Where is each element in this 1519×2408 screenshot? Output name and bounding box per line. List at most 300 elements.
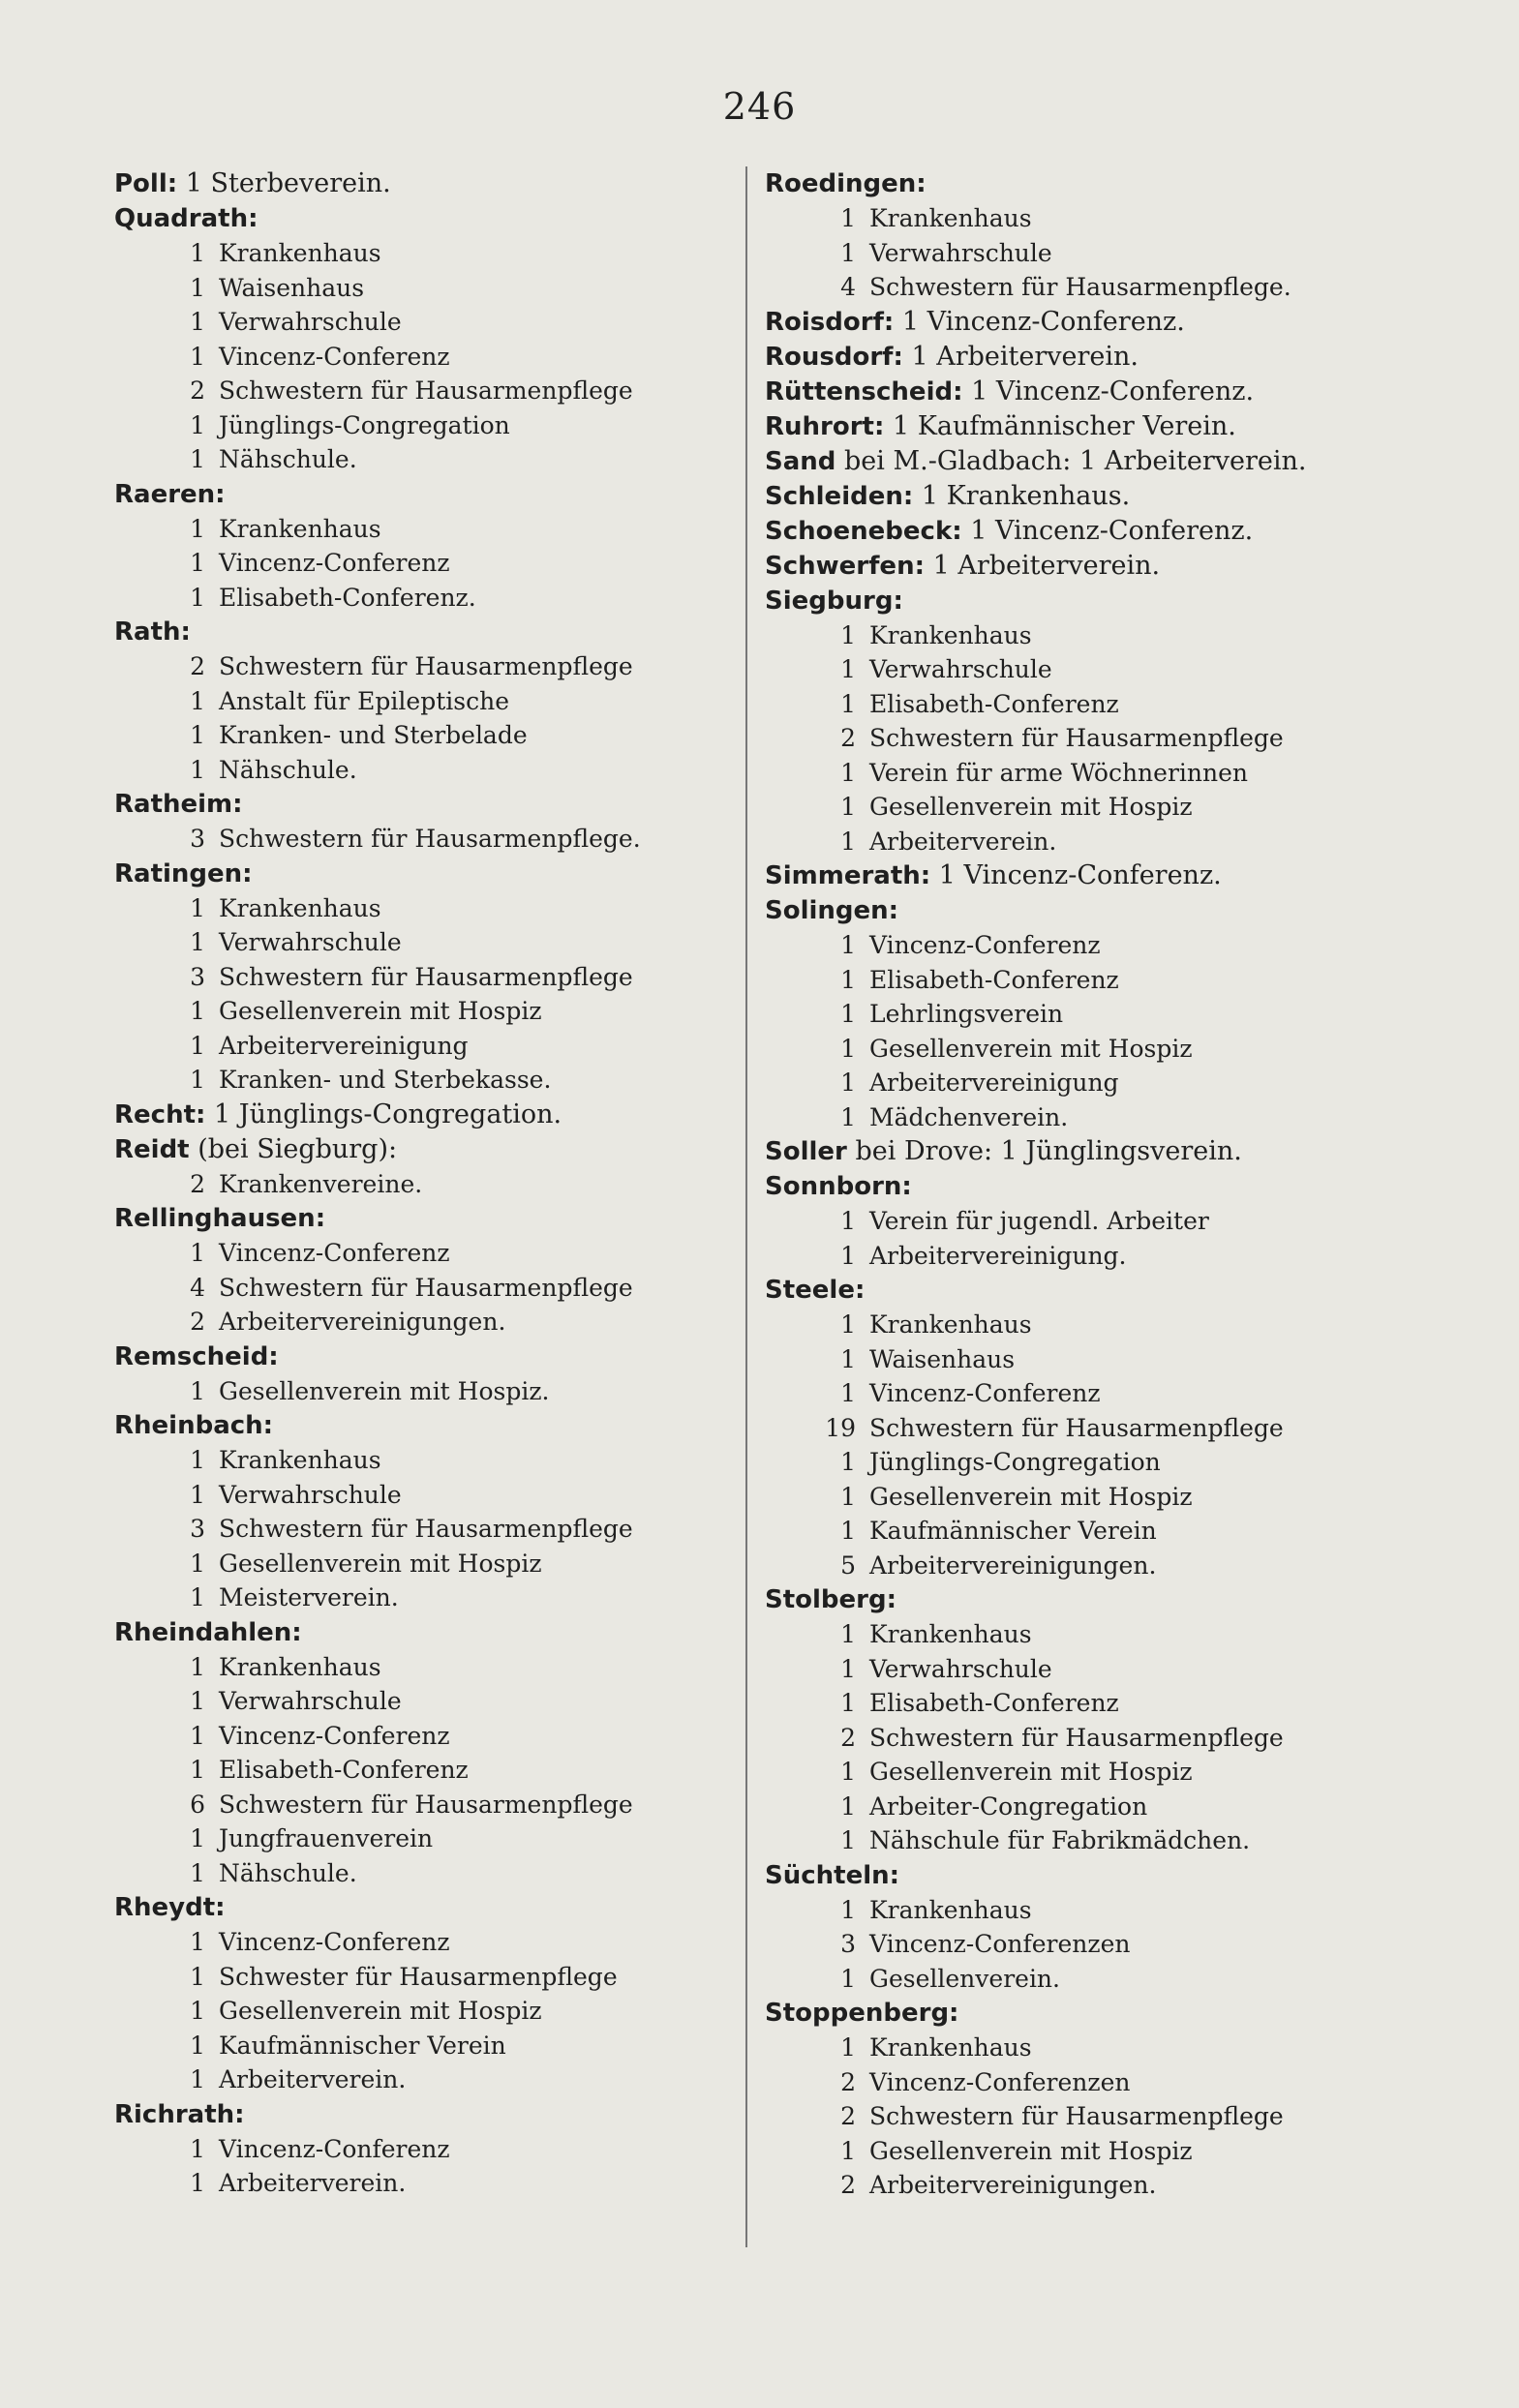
institution-count: 3: [190, 962, 205, 991]
institution-count: 1: [840, 931, 856, 959]
institution-count: 2: [190, 652, 205, 680]
place-entry: [114, 1098, 734, 1132]
institution-name: Elisabeth-Conferenz: [869, 689, 1119, 718]
place-detail: 1 Vincenz-Conferenz.: [894, 306, 1185, 337]
place-name: Ratingen:: [114, 858, 253, 888]
institution-row: [114, 442, 734, 477]
institution-row: [114, 581, 734, 616]
institution-row: [114, 1236, 734, 1271]
place-entry: [765, 1134, 1443, 1169]
institution-name: Mädchenverein.: [869, 1102, 1069, 1131]
institution-count: 1: [840, 1069, 856, 1097]
institution-count: 1: [190, 1652, 205, 1681]
institution-row: [114, 1167, 734, 1202]
institution-count: 1: [190, 2065, 205, 2093]
institution-row: [114, 753, 734, 788]
institution-name: Vincenz-Conferenz: [219, 1721, 450, 1750]
institution-row: [114, 1994, 734, 2029]
institution-name: Verwahrschule: [219, 928, 402, 956]
institution-name: Krankenhaus: [219, 514, 381, 543]
place-name: Süchteln:: [765, 1860, 900, 1890]
institution-count: 4: [190, 1273, 205, 1302]
place-entry: [114, 1408, 734, 1443]
institution-count: 1: [190, 1549, 205, 1578]
institution-name: Vincenz-Conferenz: [219, 1239, 450, 1267]
place-name: Schleiden:: [765, 481, 914, 511]
institution-count: 1: [190, 445, 205, 473]
institution-name: Elisabeth-Conferenz: [869, 965, 1119, 994]
institution-count: 1: [840, 1895, 856, 1924]
place-name: Stoppenberg:: [765, 1999, 959, 2028]
institution-count: 1: [840, 758, 856, 787]
place-name: Roedingen:: [765, 169, 927, 198]
institution-row: [114, 1684, 734, 1719]
institution-row: [765, 618, 1443, 653]
institution-count: 1: [840, 689, 856, 718]
institution-count: 1: [190, 1066, 205, 1094]
place-name: Poll:: [114, 169, 178, 198]
place-detail: (bei Siegburg):: [189, 1133, 398, 1164]
place-entry: [765, 893, 1443, 928]
institution-row: [765, 825, 1443, 859]
place-entry: [114, 201, 734, 236]
institution-name: Krankenhaus: [219, 893, 381, 922]
institution-name: Schwestern für Hausarmenpflege: [219, 1273, 633, 1302]
institution-row: [765, 1066, 1443, 1100]
institution-row: [765, 928, 1443, 963]
institution-row: [765, 2065, 1443, 2100]
institution-row: [765, 1652, 1443, 1687]
institution-count: 1: [190, 273, 205, 302]
institution-count: 1: [190, 308, 205, 336]
institution-name: Krankenhaus: [219, 1652, 381, 1681]
institution-row: [765, 1823, 1443, 1858]
institution-name: Gesellenverein mit Hospiz: [869, 1758, 1193, 1786]
institution-row: [765, 2099, 1443, 2134]
place-entry: [765, 479, 1443, 514]
place-entry: [114, 1890, 734, 1925]
institution-count: 1: [840, 793, 856, 821]
institution-count: 1: [840, 1448, 856, 1476]
institution-row: [765, 2134, 1443, 2169]
place-entry: [114, 1132, 734, 1167]
institution-count: 19: [825, 1413, 856, 1442]
institution-count: 1: [190, 2169, 205, 2197]
institution-row: [114, 1960, 734, 1995]
institution-name: Arbeitervereinigungen.: [869, 1550, 1157, 1580]
place-name: Sonnborn:: [765, 1172, 912, 1201]
place-entry: [765, 1858, 1443, 1893]
institution-row: [765, 1721, 1443, 1756]
institution-row: [765, 236, 1443, 271]
place-name: Remscheid:: [114, 1341, 279, 1371]
institution-name: Nähschule.: [219, 755, 357, 784]
institution-row: [765, 1549, 1443, 1583]
place-name: Stolberg:: [765, 1585, 897, 1614]
institution-name: Gesellenverein mit Hospiz.: [219, 1376, 550, 1405]
institution-row: [765, 721, 1443, 756]
institution-row: [114, 374, 734, 408]
institution-name: Gesellenverein mit Hospiz: [869, 1482, 1193, 1511]
institution-count: 1: [840, 620, 856, 649]
institution-name: Vincenz-Conferenz: [219, 342, 450, 371]
place-name: Rüttenscheid:: [765, 376, 963, 406]
institution-count: 2: [190, 1308, 205, 1336]
institution-count: 1: [190, 1962, 205, 1991]
place-entry: [765, 409, 1443, 444]
institution-row: [114, 1029, 734, 1064]
institution-count: 1: [190, 928, 205, 956]
institution-name: Schwestern für Hausarmenpflege: [219, 1790, 633, 1819]
institution-name: Vincenz-Conferenz: [219, 549, 450, 577]
institution-name: Schwestern für Hausarmenpflege.: [219, 825, 641, 853]
institution-row: [114, 1719, 734, 1754]
institution-row: [765, 1893, 1443, 1928]
institution-row: [765, 1308, 1443, 1342]
institution-row: [765, 2168, 1443, 2203]
institution-name: Krankenhaus: [869, 1620, 1032, 1648]
institution-count: 1: [840, 1964, 856, 1993]
place-name: Recht:: [114, 1099, 206, 1129]
place-name: Sand: [765, 446, 836, 476]
institution-name: Schwestern für Hausarmenpflege: [869, 1723, 1284, 1752]
institution-count: 1: [840, 965, 856, 994]
institution-name: Jünglings-Congregation: [869, 1448, 1161, 1476]
institution-count: 1: [190, 1824, 205, 1852]
place-name: Rousdorf:: [765, 342, 903, 372]
institution-row: [765, 1686, 1443, 1721]
place-entry: [765, 584, 1443, 618]
institution-count: 1: [190, 583, 205, 612]
place-entry: [765, 305, 1443, 340]
institution-name: Elisabeth-Conferenz: [869, 1689, 1119, 1717]
institution-row: [765, 2031, 1443, 2065]
institution-name: Gesellenverein.: [869, 1964, 1060, 1993]
institution-count: 1: [190, 1446, 205, 1474]
place-detail: 1 Jünglings-Congregation.: [205, 1099, 562, 1129]
place-entry: [114, 2097, 734, 2132]
institution-name: Gesellenverein mit Hospiz: [219, 1997, 542, 2025]
institution-name: Schwestern für Hausarmenpflege: [219, 1515, 633, 1543]
institution-row: [114, 305, 734, 340]
institution-count: 1: [840, 1482, 856, 1511]
institution-row: [114, 1512, 734, 1547]
institution-name: Gesellenverein mit Hospiz: [869, 793, 1193, 821]
institution-name: Schwestern für Hausarmenpflege: [219, 376, 633, 405]
place-entry: [765, 1273, 1443, 1308]
place-detail: 1 Vincenz-Conferenz.: [962, 376, 1255, 406]
institution-name: Schwestern für Hausarmenpflege: [869, 1413, 1284, 1442]
place-detail: 1 Arbeiterverein.: [924, 550, 1161, 581]
place-name: Ratheim:: [114, 790, 243, 819]
institution-row: [114, 1821, 734, 1856]
place-name: Siegburg:: [765, 586, 903, 616]
institution-row: [114, 822, 734, 857]
institution-row: [114, 2062, 734, 2097]
place-entry: [765, 444, 1443, 479]
institution-row: [765, 1514, 1443, 1549]
institution-name: Jünglings-Congregation: [219, 410, 510, 439]
institution-row: [114, 994, 734, 1029]
institution-row: [765, 1100, 1443, 1135]
institution-count: 1: [840, 1241, 856, 1270]
institution-row: [765, 1376, 1443, 1411]
institution-name: Krankenvereine.: [219, 1169, 423, 1198]
place-entry: [765, 375, 1443, 409]
place-name: Quadrath:: [114, 204, 258, 233]
column-divider: [745, 166, 747, 2247]
institution-row: [114, 925, 734, 960]
place-name: Richrath:: [114, 2099, 245, 2129]
institution-count: 1: [840, 238, 856, 267]
institution-row: [765, 652, 1443, 687]
institution-name: Gesellenverein mit Hospiz: [869, 2136, 1193, 2165]
place-name: Rath:: [114, 617, 191, 647]
institution-row: [114, 1063, 734, 1098]
place-name: Ruhrort:: [765, 411, 885, 441]
institution-row: [114, 1478, 734, 1513]
institution-count: 1: [840, 204, 856, 232]
institution-count: 1: [190, 410, 205, 439]
institution-row: [765, 790, 1443, 825]
institution-row: [765, 1204, 1443, 1239]
place-entry: [765, 514, 1443, 549]
institution-count: 1: [190, 1756, 205, 1784]
institution-count: 1: [840, 1517, 856, 1545]
institution-name: Nähschule.: [219, 445, 357, 473]
place-detail: 1 Sterbeverein.: [177, 168, 391, 198]
institution-row: [114, 236, 734, 271]
institution-name: Krankenhaus: [869, 1895, 1032, 1924]
institution-name: Schwestern für Hausarmenpflege: [869, 724, 1284, 752]
institution-name: Elisabeth-Conferenz.: [219, 583, 476, 612]
institution-count: 1: [840, 1758, 856, 1786]
place-entry: [114, 615, 734, 649]
institution-row: [765, 1927, 1443, 1962]
institution-name: Arbeitervereinigung: [869, 1069, 1119, 1097]
place-detail: 1 Vincenz-Conferenz.: [930, 860, 1222, 890]
institution-count: 1: [840, 1826, 856, 1854]
institution-row: [114, 891, 734, 926]
place-entry: [114, 1339, 734, 1374]
institution-count: 1: [190, 1687, 205, 1715]
institution-count: 2: [840, 2102, 856, 2130]
institution-row: [765, 997, 1443, 1032]
place-name: Raeren:: [114, 479, 226, 509]
institution-count: 2: [840, 724, 856, 752]
institution-row: [114, 1753, 734, 1788]
institution-count: 1: [190, 1721, 205, 1750]
institution-name: Verwahrschule: [219, 1687, 402, 1715]
institution-row: [114, 271, 734, 306]
institution-name: Arbeiter-Congregation: [869, 1791, 1148, 1821]
institution-row: [765, 201, 1443, 236]
institution-row: [765, 1480, 1443, 1515]
place-entry: [114, 857, 734, 891]
place-name: Rellinghausen:: [114, 1204, 326, 1233]
institution-count: 1: [840, 1102, 856, 1131]
institution-name: Krankenhaus: [869, 620, 1032, 649]
institution-row: [765, 1445, 1443, 1480]
institution-name: Arbeiterverein.: [869, 827, 1057, 856]
institution-name: Verwahrschule: [869, 655, 1052, 683]
institution-name: Schwestern für Hausarmenpflege: [869, 2102, 1284, 2130]
institution-row: [114, 2166, 734, 2201]
institution-count: 1: [190, 1031, 205, 1060]
institution-count: 1: [190, 1928, 205, 1956]
institution-count: 1: [840, 1310, 856, 1339]
institution-name: Verwahrschule: [869, 1654, 1052, 1683]
institution-row: [765, 963, 1443, 998]
institution-name: Krankenhaus: [869, 1310, 1032, 1339]
institution-name: Verwahrschule: [219, 308, 402, 336]
place-entry: [765, 340, 1443, 375]
right-column: [765, 166, 1443, 2203]
institution-row: [114, 1925, 734, 1960]
institution-row: [765, 1032, 1443, 1067]
institution-count: 1: [190, 1583, 205, 1611]
institution-count: 2: [190, 1169, 205, 1198]
institution-name: Elisabeth-Conferenz: [219, 1756, 469, 1784]
place-name: Solingen:: [765, 896, 899, 925]
institution-count: 1: [190, 2134, 205, 2163]
institution-count: 1: [190, 997, 205, 1025]
place-entry: [114, 477, 734, 512]
institution-row: [114, 1443, 734, 1478]
institution-row: [114, 1580, 734, 1615]
institution-row: [765, 1617, 1443, 1652]
institution-count: 1: [840, 655, 856, 683]
institution-count: 1: [190, 893, 205, 922]
place-entry: [765, 1582, 1443, 1617]
institution-name: Vincenz-Conferenzen: [869, 2067, 1131, 2096]
institution-row: [765, 1962, 1443, 1997]
institution-count: 6: [190, 1790, 205, 1819]
institution-name: Kranken- und Sterbekasse.: [219, 1066, 552, 1094]
institution-count: 1: [190, 721, 205, 749]
institution-name: Gesellenverein mit Hospiz: [869, 1034, 1193, 1063]
institution-row: [114, 1374, 734, 1409]
institution-count: 1: [190, 1239, 205, 1267]
institution-count: 3: [190, 1515, 205, 1543]
institution-name: Verein für jugendl. Arbeiter: [869, 1207, 1209, 1235]
institution-row: [114, 718, 734, 753]
place-name: Rheydt:: [114, 1893, 226, 1922]
institution-name: Arbeiterverein.: [219, 2169, 407, 2197]
institution-name: Vincenz-Conferenz: [869, 931, 1101, 959]
institution-count: 1: [840, 827, 856, 856]
place-detail: bei M.-Gladbach: 1 Arbeiterverein.: [835, 445, 1307, 476]
institution-row: [765, 1790, 1443, 1824]
institution-name: Schwester für Hausarmenpflege: [219, 1962, 618, 1991]
place-entry: [765, 1169, 1443, 1204]
institution-count: 3: [190, 825, 205, 853]
institution-name: Vincenz-Conferenzen: [869, 1930, 1131, 1958]
place-entry: [114, 1201, 734, 1236]
institution-count: 1: [190, 239, 205, 267]
institution-name: Krankenhaus: [869, 204, 1032, 232]
institution-row: [114, 960, 734, 995]
institution-name: Lehrlingsverein: [869, 1000, 1064, 1028]
institution-count: 1: [840, 1000, 856, 1028]
institution-count: 1: [840, 2136, 856, 2165]
place-detail: 1 Vincenz-Conferenz.: [961, 515, 1254, 546]
institution-name: Meisterverein.: [219, 1583, 399, 1611]
place-entry: [765, 858, 1443, 893]
place-name: Roisdorf:: [765, 307, 895, 337]
place-entry: [765, 1996, 1443, 2031]
institution-count: 1: [840, 1654, 856, 1683]
place-name: Rheinbach:: [114, 1411, 274, 1440]
institution-name: Waisenhaus: [869, 1344, 1016, 1373]
institution-name: Krankenhaus: [869, 2033, 1032, 2062]
institution-row: [114, 1856, 734, 1891]
institution-row: [114, 1305, 734, 1339]
institution-count: 1: [840, 2033, 856, 2062]
institution-name: Nähschule für Fabrikmädchen.: [869, 1826, 1251, 1854]
institution-name: Arbeitervereinigungen.: [869, 2171, 1157, 2199]
place-detail: 1 Arbeiterverein.: [902, 341, 1139, 372]
institution-count: 1: [840, 1034, 856, 1063]
institution-name: Waisenhaus: [219, 273, 365, 302]
place-name: Soller: [765, 1137, 847, 1166]
institution-count: 1: [840, 1379, 856, 1407]
institution-row: [765, 1239, 1443, 1274]
place-name: Schoenebeck:: [765, 516, 962, 546]
institution-name: Schwestern für Hausarmenpflege: [219, 652, 633, 680]
institution-row: [114, 649, 734, 684]
institution-name: Schwestern für Hausarmenpflege: [219, 962, 633, 991]
institution-name: Nähschule.: [219, 1858, 357, 1887]
institution-row: [765, 1755, 1443, 1790]
place-name: Rheindahlen:: [114, 1617, 302, 1647]
institution-name: Vincenz-Conferenz: [219, 1928, 450, 1956]
institution-name: Arbeitervereinigungen.: [219, 1308, 506, 1336]
institution-count: 2: [190, 376, 205, 405]
institution-count: 2: [840, 1723, 856, 1752]
place-name: Steele:: [765, 1276, 866, 1305]
institution-count: 1: [190, 342, 205, 371]
institution-row: [765, 756, 1443, 791]
institution-count: 1: [190, 549, 205, 577]
institution-name: Arbeitervereinigung.: [869, 1241, 1127, 1270]
institution-row: [765, 270, 1443, 305]
institution-count: 1: [190, 514, 205, 543]
institution-count: 2: [840, 2171, 856, 2199]
institution-row: [114, 1650, 734, 1685]
institution-name: Anstalt für Epileptische: [219, 686, 509, 715]
institution-row: [114, 546, 734, 581]
institution-name: Jungfrauenverein: [219, 1824, 434, 1852]
institution-count: 1: [190, 1997, 205, 2025]
place-entry: [114, 1615, 734, 1650]
institution-count: 1: [190, 2031, 205, 2060]
place-entry: [765, 166, 1443, 201]
institution-name: Verwahrschule: [219, 1480, 402, 1509]
place-detail: 1 Kaufmännischer Verein.: [884, 410, 1236, 441]
place-detail: 1 Krankenhaus.: [913, 480, 1131, 511]
place-entry: [114, 166, 734, 201]
institution-row: [114, 2029, 734, 2063]
institution-row: [765, 687, 1443, 722]
institution-row: [114, 408, 734, 443]
page-number: 246: [722, 85, 797, 128]
institution-row: [114, 512, 734, 547]
institution-row: [765, 1342, 1443, 1377]
place-name: Simmerath:: [765, 861, 931, 890]
institution-name: Vincenz-Conferenz: [869, 1379, 1101, 1407]
institution-count: 1: [840, 1620, 856, 1648]
